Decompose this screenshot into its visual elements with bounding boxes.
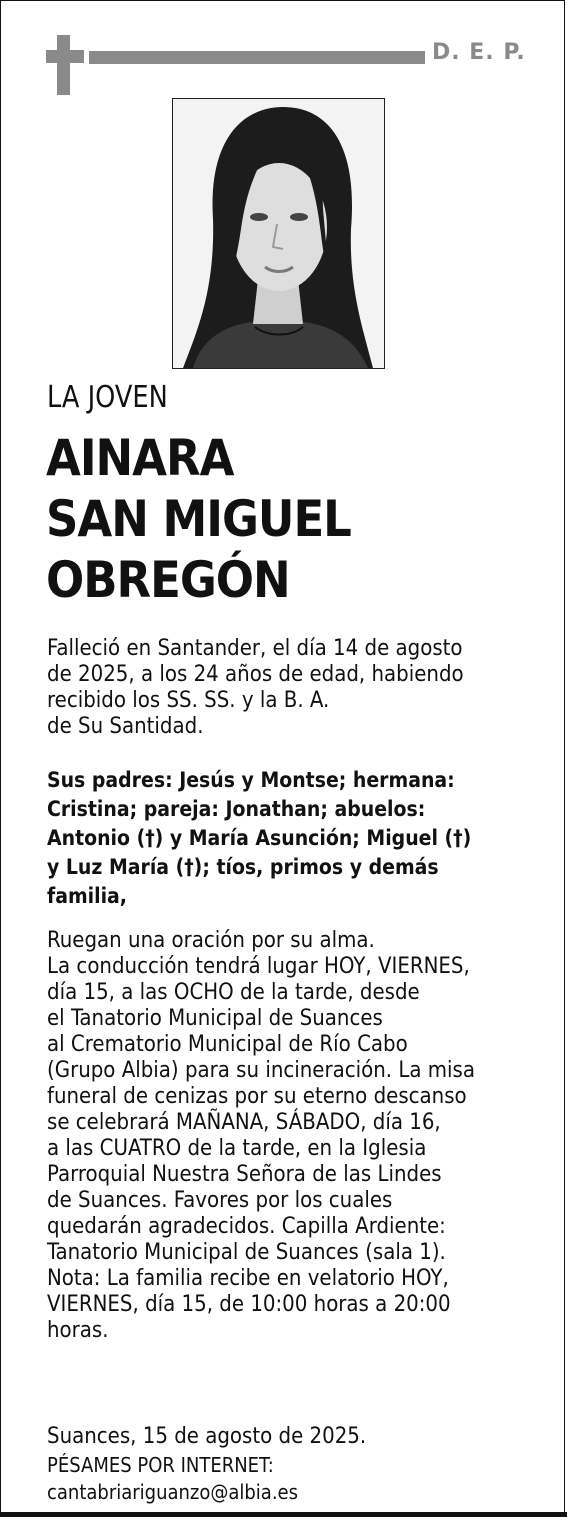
text-line: y Luz María (†); tíos, primos y demás [47,855,439,879]
condolences-email[interactable]: cantabriariguanzo@albia.es [47,1480,298,1504]
text-line: Nota: La familia recibe en velatorio HOY, [47,1266,449,1291]
text-line: Sus padres: Jesús y Montse; hermana: [47,768,455,792]
text-line: Falleció en Santander, el día 14 de agosto [47,636,463,661]
text-line: quedarán agradecidos. Capilla Ardiente: [47,1214,446,1239]
text-line: horas. [47,1318,109,1343]
text-line: se celebrará MAÑANA, SÁBADO, día 16, [47,1110,441,1135]
name-line: SAN MIGUEL [46,490,351,548]
text-line: La conducción tendrá lugar HOY, VIERNES, [47,954,470,979]
text-line: día 15, a las OCHO de la tarde, desde [47,980,420,1005]
text-line: Tanatorio Municipal de Suances (sala 1). [47,1240,446,1265]
text-line: de 2025, a los 24 años de edad, habiendo [47,662,464,687]
condolences-label: PÉSAMES POR INTERNET: [47,1453,274,1477]
text-line: familia, [47,884,127,908]
bottom-rule [0,1512,567,1517]
text-line: de Su Santidad. [47,714,204,739]
header-rule [89,51,425,64]
dep-label: D. E. P. [432,40,526,65]
deceased-name [46,428,351,611]
text-line: recibido los SS. SS. y la B. A. [47,688,330,713]
text-line: Ruegan una oración por su alma. [47,928,375,953]
name-line: AINARA [46,429,234,487]
portrait-photo [172,98,385,369]
text-line: al Crematorio Municipal de Río Cabo [47,1032,408,1057]
text-line: el Tanatorio Municipal de Suances [47,1006,383,1031]
text-line: funeral de cenizas por su eterno descanso [47,1084,467,1109]
text-line: VIERNES, día 15, de 10:00 horas a 20:00 [47,1292,451,1317]
text-line: Cristina; pareja: Jonathan; abuelos: [47,797,426,821]
text-line: Parroquial Nuestra Señora de las Lindes [47,1162,442,1187]
place-date-text: Suances, 15 de agosto de 2025. [47,1424,367,1449]
text-line: Antonio (†) y María Asunción; Miguel (†) [47,826,472,850]
funeral-announcement [47,928,537,1344]
preface-text: LA JOVEN [47,380,168,415]
name-line: OBREGÓN [46,551,290,609]
family-list [47,766,537,911]
text-line: de Suances. Favores por los cuales [47,1188,393,1213]
text-line: a las CUATRO de la tarde, en la Iglesia [47,1136,427,1161]
place-date [47,1424,537,1450]
text-line: (Grupo Albia) para su incineración. La misa [47,1058,476,1083]
death-notice [47,636,537,740]
